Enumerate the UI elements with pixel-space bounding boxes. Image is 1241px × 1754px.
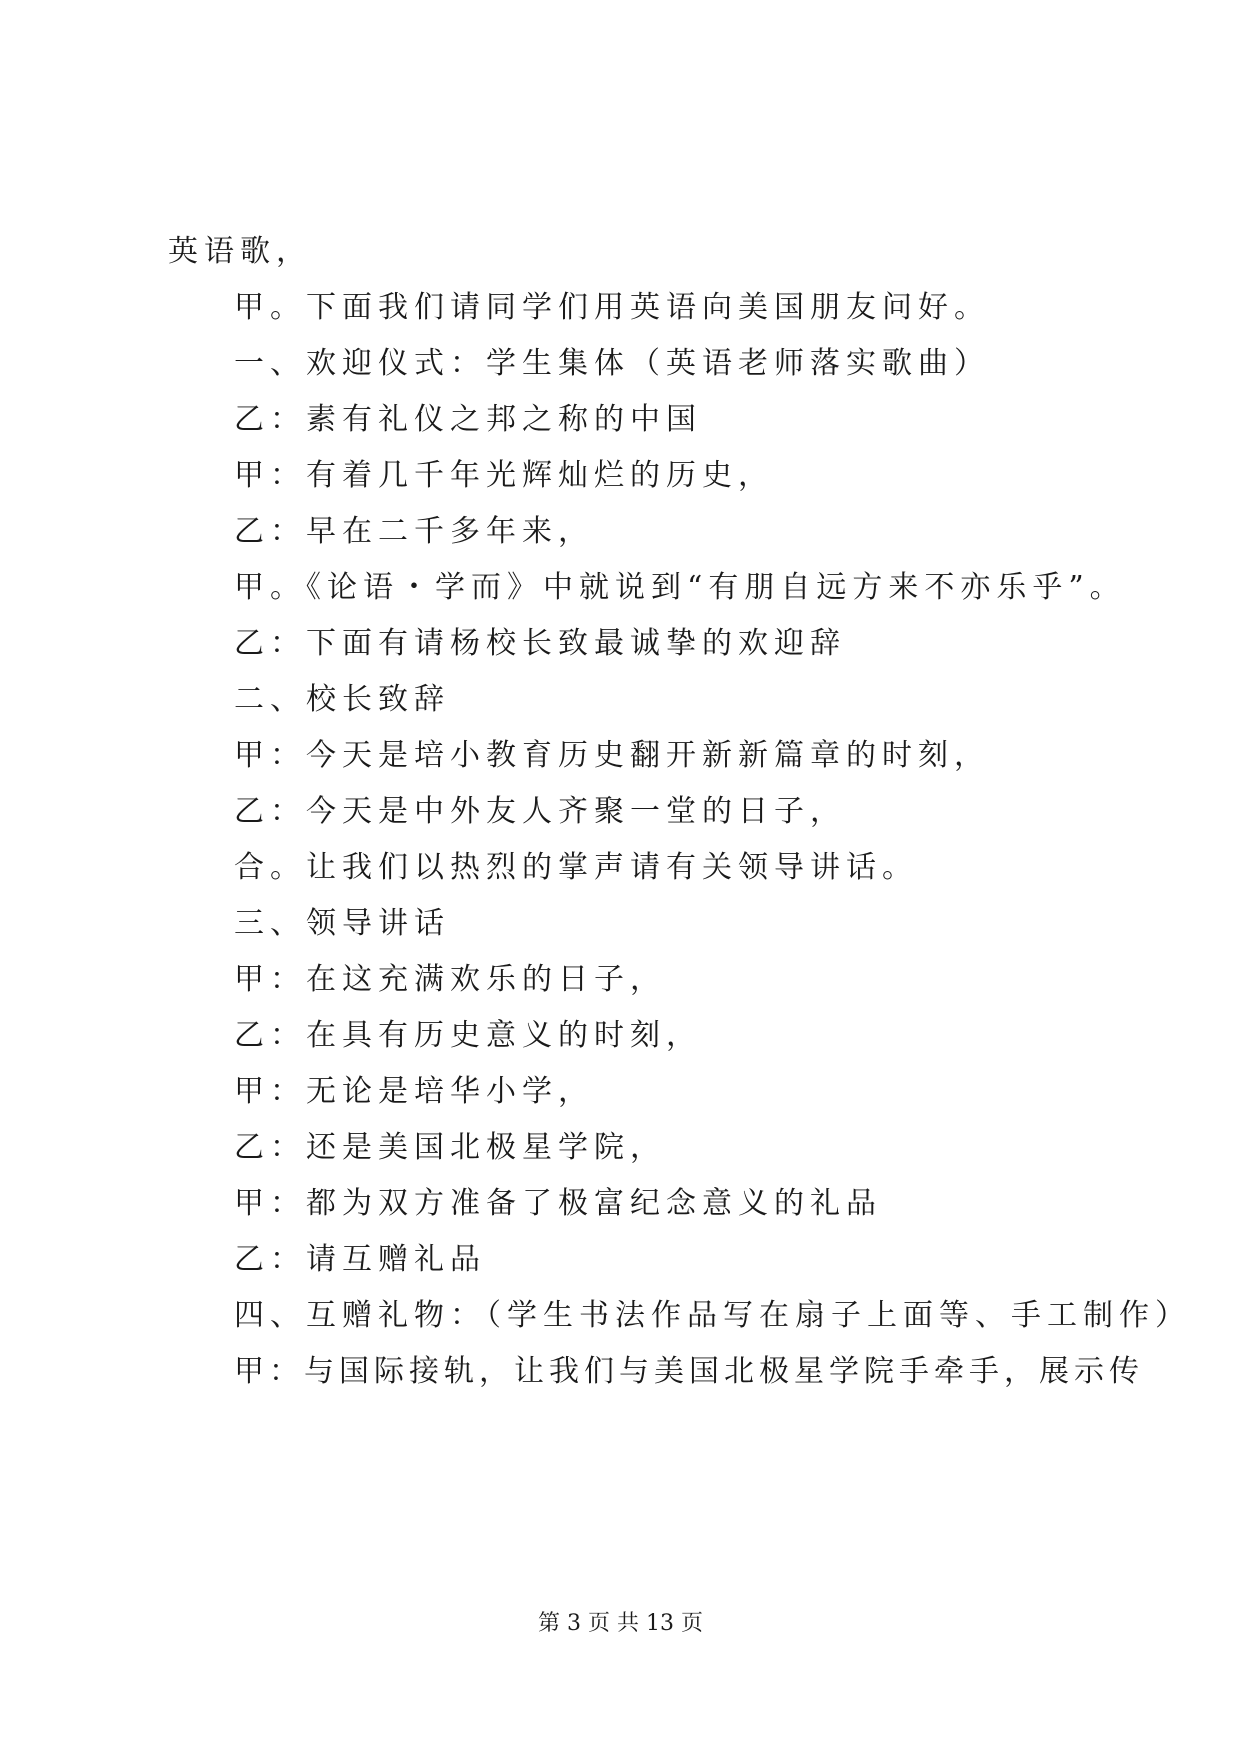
- text-line: 乙：在具有历史意义的时刻，: [234, 1018, 702, 1053]
- text-line: 甲：今天是培小教育历史翻开新新篇章的时刻，: [234, 738, 990, 773]
- text-line: 甲：无论是培华小学，: [234, 1074, 594, 1109]
- text-line: 乙：早在二千多年来，: [234, 514, 594, 549]
- text-line: 四、互赠礼物：（学生书法作品写在扇子上面等、手工制作）: [234, 1298, 1191, 1333]
- text-line: 甲：有着几千年光辉灿烂的历史，: [234, 458, 774, 493]
- text-line: 甲：与国际接轨，让我们与美国北极星学院手牵手，展示传: [234, 1354, 1144, 1389]
- text-line: 英语歌，: [168, 234, 312, 269]
- page-footer: 第 3 页 共 13 页: [538, 1611, 703, 1636]
- text-line: 甲。《论语・学而》中就说到“有朋自远方来不亦乐乎”。: [234, 570, 1126, 605]
- text-line: 乙：还是美国北极星学院，: [234, 1130, 666, 1165]
- text-line: 合。让我们以热烈的掌声请有关领导讲话。: [234, 850, 918, 885]
- text-line: 甲：都为双方准备了极富纪念意义的礼品: [234, 1186, 882, 1221]
- text-line: 乙：素有礼仪之邦之称的中国: [234, 402, 702, 437]
- text-line: 三、领导讲话: [234, 906, 450, 941]
- text-line: 甲：在这充满欢乐的日子，: [234, 962, 666, 997]
- text-line: 甲。下面我们请同学们用英语向美国朋友问好。: [234, 290, 990, 325]
- text-line: 乙：今天是中外友人齐聚一堂的日子，: [234, 794, 846, 829]
- text-line: 二、校长致辞: [234, 682, 450, 717]
- text-line: 乙：下面有请杨校长致最诚挚的欢迎辞: [234, 626, 846, 661]
- text-line: 乙：请互赠礼品: [234, 1242, 486, 1277]
- text-line: 一、欢迎仪式：学生集体（英语老师落实歌曲）: [234, 346, 990, 381]
